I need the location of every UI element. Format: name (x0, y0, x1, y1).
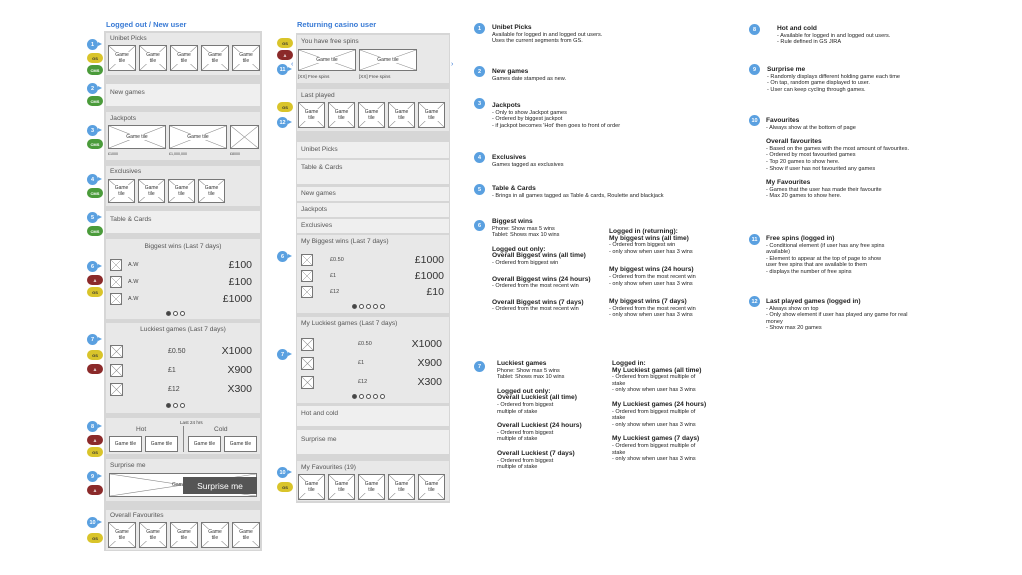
a-cloud-icon: A (87, 364, 103, 374)
my-win-stake: £1 (330, 273, 337, 279)
note-7-block-line: - Ordered from biggest multiple of (612, 374, 696, 381)
note-7-block-line: - only show when user has 3 wins (612, 421, 696, 428)
marker-badge-9: 9 (87, 471, 98, 482)
note-10-block-line: - Ordered by most favourited games (766, 152, 856, 159)
note-6-block-sub: My biggest wins (all time) (609, 234, 689, 242)
note-6-block-sub: Overall Biggest wins (24 hours) (492, 275, 591, 283)
note-12-line: money (766, 318, 783, 325)
win-player-name: A.W (128, 296, 139, 302)
free-spin-tile-2[interactable]: Game tile (359, 49, 417, 71)
luckiest-stake: £0.50 (168, 348, 186, 355)
note-6-right (609, 229, 727, 319)
note-7-block-line: stake (612, 415, 626, 422)
luckiest-stake: £1 (168, 367, 176, 374)
note-4 (492, 155, 722, 168)
left-exclusive-tile-2[interactable]: Game tile (138, 179, 165, 203)
surprise-tile-text: Gam (172, 482, 183, 488)
free-spin-caption-1: [XX] Free spins (298, 74, 330, 79)
cms-cloud-icon: CMS (87, 96, 103, 106)
note-12-line: - Always show on top (766, 305, 819, 312)
cms-cloud-icon: CMS (87, 188, 103, 198)
mid-favourite-tile-2[interactable]: Game tile (328, 474, 355, 500)
note-badge-5: 5 (474, 184, 485, 195)
left-jackpot-tile-2[interactable]: Game tile (169, 125, 227, 149)
marker-badge-7: 7 (277, 349, 288, 360)
note-6-block-sub: Overall Biggest wins (all time) (492, 252, 586, 260)
win-thumb-icon (110, 293, 122, 305)
note-badge-8: 8 (749, 24, 760, 35)
left-exclusive-tile-4[interactable]: Game tile (198, 179, 225, 203)
luckiest-multiple: X1000 (221, 345, 252, 357)
note-2 (492, 69, 722, 82)
note-badge-7: 7 (474, 361, 485, 372)
note-6-block-line: - Ordered from biggest win (609, 242, 676, 249)
note-9 (767, 67, 1007, 93)
note-6-block-line: - Ordered from biggest win (492, 259, 559, 266)
left-new-games-label: New games (110, 89, 145, 96)
left-table-cards-label: Table & Cards (110, 216, 152, 223)
note-5 (492, 186, 732, 199)
marker-badge-12: 12 (277, 117, 288, 128)
note-7-title: Luckiest games (497, 360, 547, 367)
mid-table-cards-label: Table & Cards (301, 164, 343, 171)
left-unibet-pick-tile-2[interactable]: Game tile (139, 45, 167, 71)
note-11-line: available) (766, 249, 790, 256)
note-6-block-sub: Overall Biggest wins (7 days) (492, 298, 584, 306)
my-win-stake: £0.50 (330, 257, 344, 263)
note-8-title: Hot and cold (777, 25, 817, 32)
left-biggest-wins-label: Biggest wins (Last 7 days) (144, 243, 222, 250)
mid-unibet-picks-label: Unibet Picks (301, 146, 338, 153)
left-luckiest-pager[interactable] (166, 403, 185, 408)
win-thumb-icon (110, 276, 122, 288)
note-3-title: Jackpots (492, 102, 521, 109)
my-win-thumb-icon (301, 286, 313, 298)
luckiest-thumb-icon (110, 383, 123, 396)
note-6-block-line: - Ordered from the most recent win (609, 273, 696, 280)
win-player-name: A.W (128, 279, 139, 285)
note-11-line: - Element to appear at the top of page to show (766, 255, 882, 262)
left-surprise-label: Surprise me (110, 462, 146, 469)
left-jackpots-label: Jackpots (110, 115, 137, 122)
note-3-line: - Only to show Jackpot games (492, 109, 567, 116)
my-luckiest-multiple: X300 (417, 376, 442, 388)
note-7-block-line: - only show when user has 3 wins (612, 387, 696, 394)
left-unibet-pick-tile-4[interactable]: Game tile (201, 45, 229, 71)
marker-badge-8: 8 (87, 421, 98, 432)
my-luckiest-thumb-icon (301, 376, 314, 389)
mid-surprise-label: Surprise me (301, 436, 337, 443)
note-badge-1: 1 (474, 23, 485, 34)
note-6-block-line: - only show when user has 3 wins (609, 312, 693, 319)
mid-favourite-tile-1[interactable]: Game tile (298, 474, 325, 500)
my-luckiest-multiple: X900 (417, 357, 442, 369)
note-7-block-line: stake (612, 449, 626, 456)
note-7-block-line: - Ordered from biggest multiple of (612, 408, 696, 415)
mid-favourite-tile-3[interactable]: Game tile (358, 474, 385, 500)
left-unibet-pick-tile-1[interactable]: Game tile (108, 45, 136, 71)
gs-cloud-icon: GS (87, 447, 103, 457)
a-cloud-icon: A (87, 485, 103, 495)
note-9-line: - User can keep cycling through games. (767, 86, 866, 93)
a-cloud-icon: A (87, 435, 103, 445)
note-badge-9: 9 (749, 64, 760, 75)
note-7-block-line: multiple of stake (497, 464, 538, 471)
note-badge-6: 6 (474, 220, 485, 231)
gs-cloud-icon: GS (277, 102, 293, 112)
note-11-line: - displays the number of free spins (766, 268, 852, 275)
gs-cloud-icon: GS (277, 38, 293, 48)
win-amount: £100 (228, 259, 252, 271)
note-7-block-sub: Overall Luckiest (all time) (497, 394, 577, 402)
mid-last-played-label: Last played (301, 92, 335, 99)
mid-luckiest-label: My Luckiest games (Last 7 days) (301, 320, 398, 327)
last-played-tile-5[interactable]: Game tile (418, 102, 445, 128)
note-6-block-line: - only show when user has 3 wins (609, 280, 693, 287)
note-8-line: - Rule defined in GS JIRA (777, 39, 842, 46)
note-6-block-sub: My biggest wins (24 hours) (609, 266, 694, 274)
note-9-line: - On tap, random game displayed to user. (767, 80, 870, 87)
note-10-block-line: - Show if user has not favourited any games (766, 165, 876, 172)
last-played-tile-4[interactable]: Game tile (388, 102, 415, 128)
left-favourite-tile-4[interactable]: Game tile (201, 522, 229, 548)
note-6-logged-out-head: Logged out only: (492, 245, 546, 253)
my-luckiest-thumb-icon (301, 357, 314, 370)
win-thumb-icon (110, 259, 122, 271)
note-12-line: - Show max 20 games (766, 325, 822, 332)
note-badge-10: 10 (749, 115, 760, 126)
last-played-tile-1[interactable]: Game tile (298, 102, 325, 128)
left-last24-label: Last 24 hrs (180, 420, 203, 425)
cold-tile-2[interactable]: Game tile (224, 436, 257, 452)
note-6-block-line: - Ordered from the most recent win (609, 305, 696, 312)
left-jackpot-value-3: £8000 (230, 152, 240, 156)
note-6-line: Tablet: Shows max 10 wins (492, 232, 560, 239)
note-5-line: - Brings in all games tagged as Table & cards, Roulette and blackjack (492, 192, 664, 199)
note-2-line: Games date stamped as new. (492, 75, 567, 82)
note-badge-11: 11 (749, 234, 760, 245)
note-7-block-sub: Overall Luckiest (7 days) (497, 449, 575, 457)
mid-biggest-label: My Biggest wins (Last 7 days) (301, 238, 389, 245)
marker-badge-4: 4 (87, 174, 98, 185)
note-10-line: - Always show at the bottom of page (766, 124, 856, 131)
note-7-block-line: - Ordered from biggest (497, 457, 554, 464)
note-6-block-line: - Ordered from the most recent win (492, 283, 579, 290)
mid-favourite-tile-5[interactable]: Game tile (418, 474, 445, 500)
note-7-left (497, 361, 609, 471)
left-jackpot-value-2: £1,000,000 (169, 152, 187, 156)
mid-jackpots-label: Jackpots (301, 206, 328, 213)
left-jackpot-value-1: £1000 (108, 152, 118, 156)
my-luckiest-stake: £0.50 (358, 341, 372, 347)
left-favourites-label: Overall Favourites (110, 512, 164, 519)
note-11-title: Free spins (logged in) (766, 235, 835, 242)
my-win-thumb-icon (301, 270, 313, 282)
note-6-title: Biggest wins (492, 218, 533, 225)
marker-badge-11: 11 (277, 64, 288, 75)
note-7-line: Phone: Show max 5 wins (497, 367, 560, 374)
note-7-block-line: - Ordered from biggest (497, 429, 554, 436)
note-12 (766, 299, 1006, 332)
note-7-block-line: stake (612, 380, 626, 387)
note-11 (766, 236, 1006, 276)
a-cloud-icon: A (277, 50, 293, 60)
note-7-block-sub: My Luckiest games (24 hours) (612, 400, 707, 408)
note-10 (766, 118, 1011, 200)
my-luckiest-multiple: X1000 (411, 338, 442, 350)
gs-cloud-icon: GS (277, 482, 293, 492)
left-favourite-tile-2[interactable]: Game tile (139, 522, 167, 548)
marker-badge-1: 1 (87, 39, 98, 50)
note-badge-3: 3 (474, 98, 485, 109)
my-win-stake: £12 (330, 289, 340, 295)
mid-favourite-tile-4[interactable]: Game tile (388, 474, 415, 500)
left-cold-label: Cold (214, 426, 228, 433)
note-1-title: Unibet Picks (492, 24, 532, 31)
marker-badge-6: 6 (277, 251, 288, 262)
my-win-amount: £1000 (414, 270, 444, 282)
note-6-line: Phone: Show max 5 wins (492, 225, 555, 232)
left-unibet-pick-tile-5[interactable]: Game tile (232, 45, 260, 71)
marker-badge-7: 7 (87, 334, 98, 345)
luckiest-thumb-icon (110, 364, 123, 377)
note-10-block-sub: Overall favourites (766, 138, 822, 146)
left-jackpot-tile-1[interactable]: Game tile (108, 125, 166, 149)
note-7-logged-out-head: Logged out only: (497, 387, 551, 395)
hot-tile-1[interactable]: Game tile (109, 436, 142, 452)
note-9-line: - Randomly displays different holding game each time (767, 73, 900, 80)
note-2-title: New games (492, 68, 529, 75)
marker-badge-2: 2 (87, 83, 98, 94)
note-6-logged-in-head: Logged in (returning): (609, 228, 678, 235)
win-amount: £100 (228, 276, 252, 288)
note-3 (492, 103, 722, 129)
note-12-title: Last played games (logged in) (766, 298, 861, 305)
note-9-title: Surprise me (767, 66, 806, 73)
mid-new-games-label: New games (301, 190, 336, 197)
mid-hot-cold-label: Hot and cold (301, 410, 339, 417)
left-favourite-tile-3[interactable]: Game tile (170, 522, 198, 548)
win-player-name: A.W (128, 262, 139, 268)
note-4-title: Exclusives (492, 154, 527, 161)
gs-cloud-icon: GS (87, 287, 103, 297)
mid-free-spins-label: You have free spins (301, 38, 359, 45)
note-badge-12: 12 (749, 296, 760, 307)
mid-favourites-label: My Favourites (19) (301, 464, 356, 471)
left-exclusive-tile-1[interactable]: Game tile (108, 179, 135, 203)
left-arrow-icon: ‹ (291, 61, 294, 68)
last-played-tile-3[interactable]: Game tile (358, 102, 385, 128)
luckiest-stake: £12 (168, 386, 180, 393)
note-3-line: - Ordered by biggest jackpot (492, 116, 563, 123)
left-favourite-tile-1[interactable]: Game tile (108, 522, 136, 548)
my-win-thumb-icon (301, 254, 313, 266)
my-luckiest-stake: £12 (358, 379, 368, 385)
luckiest-multiple: X300 (227, 383, 252, 395)
note-7-block-sub: My Luckiest games (all time) (612, 366, 702, 374)
note-10-block-line: - Top 20 games to show here. (766, 158, 840, 165)
note-8-line: - Available for logged in and logged out users. (777, 32, 891, 39)
note-10-block-sub: My Favourites (766, 179, 811, 187)
left-unibet-pick-tile-3[interactable]: Game tile (170, 45, 198, 71)
my-win-amount: £10 (426, 286, 444, 298)
left-jackpot-tile-3[interactable] (230, 125, 259, 149)
left-exclusives-label: Exclusives (110, 168, 142, 175)
left-biggest-pager[interactable] (166, 311, 185, 316)
gs-cloud-icon: GS (87, 533, 103, 543)
marker-badge-6: 6 (87, 261, 98, 272)
note-badge-2: 2 (474, 66, 485, 77)
gs-cloud-icon: GS (87, 350, 103, 360)
my-luckiest-stake: £1 (358, 360, 365, 366)
note-5-title: Table & Cards (492, 185, 536, 192)
cms-cloud-icon: CMS (87, 139, 103, 149)
right-arrow-icon: › (451, 61, 454, 68)
luckiest-multiple: X900 (227, 364, 252, 376)
my-win-amount: £1000 (414, 254, 444, 266)
note-4-line: Games tagged as exclusives (492, 161, 564, 168)
note-6-block-line: - only show when user has 3 wins (609, 248, 693, 255)
note-7-block-line: multiple of stake (497, 408, 538, 415)
luckiest-thumb-icon (110, 345, 123, 358)
left-unibet-picks-label: Unibet Picks (110, 35, 147, 42)
note-7-block-line: - only show when user has 3 wins (612, 456, 696, 463)
last-played-tile-2[interactable]: Game tile (328, 102, 355, 128)
note-7-logged-in-head: Logged in: (612, 360, 646, 367)
left-hot-label: Hot (136, 426, 147, 433)
left-column-title: Logged out / New user (106, 20, 187, 29)
mid-biggest-pager[interactable] (352, 304, 385, 309)
mid-exclusives-label: Exclusives (301, 222, 333, 229)
note-6-block-sub: My biggest wins (7 days) (609, 298, 687, 306)
note-1-line: Available for logged in and logged out users. (492, 31, 603, 38)
free-spin-tile-1[interactable]: Game tile (298, 49, 356, 71)
note-3-line: - if jackpot becomes 'Hot' then goes to front of order (492, 122, 621, 129)
marker-badge-10: 10 (87, 517, 98, 528)
my-luckiest-thumb-icon (301, 338, 314, 351)
marker-badge-5: 5 (87, 212, 98, 223)
marker-badge-10: 10 (277, 467, 288, 478)
win-amount: £1000 (222, 293, 252, 305)
note-7-block-line: multiple of stake (497, 436, 538, 443)
hot-cold-divider (183, 426, 184, 452)
note-10-block-line: - Based on the games with the most amount of favourites. (766, 145, 910, 152)
note-1 (492, 25, 722, 45)
note-1-line: Uses the current segments from GS. (492, 38, 583, 45)
hot-tile-2[interactable]: Game tile (145, 436, 178, 452)
cms-cloud-icon: CMS (87, 226, 103, 236)
note-10-title: Favourites (766, 117, 800, 124)
note-8 (777, 26, 1007, 46)
left-favourite-tile-5[interactable]: Game tile (232, 522, 260, 548)
mid-column-title: Returning casino user (297, 20, 377, 29)
note-12-line: - Only show element if user has played any game for real (766, 312, 908, 319)
free-spin-caption-2: [XX] Free spins (359, 74, 391, 79)
note-7-block-line: - Ordered from biggest multiple of (612, 442, 696, 449)
note-10-block-line: - Games that the user has made their favourite (766, 186, 882, 193)
note-11-line: - Conditional element (if user has any free spins (766, 242, 885, 249)
gs-cloud-icon: GS (87, 53, 103, 63)
note-7-right (612, 361, 730, 463)
left-exclusive-tile-3[interactable]: Game tile (168, 179, 195, 203)
note-11-line: user free spins that are available to them (766, 262, 868, 269)
note-6-block-line: - Ordered from the most recent win (492, 306, 579, 313)
left-luckiest-label: Luckiest games (Last 7 days) (140, 326, 226, 333)
note-10-block-line: - Max 20 games to show here. (766, 193, 842, 200)
surprise-me-button[interactable]: Surprise me (183, 477, 257, 494)
note-7-block-line: - Ordered from biggest (497, 401, 554, 408)
cms-cloud-icon: CMS (87, 65, 103, 75)
note-badge-4: 4 (474, 152, 485, 163)
note-7-block-sub: Overall Luckiest (24 hours) (497, 422, 582, 430)
note-7-block-sub: My Luckiest games (7 days) (612, 435, 700, 443)
mid-luckiest-pager[interactable] (352, 394, 385, 399)
cold-tile-1[interactable]: Game tile (188, 436, 221, 452)
note-6-left (492, 219, 610, 313)
a-cloud-icon: A (87, 275, 103, 285)
marker-badge-3: 3 (87, 125, 98, 136)
note-7-line: Tablet: Shows max 10 wins (497, 374, 565, 381)
